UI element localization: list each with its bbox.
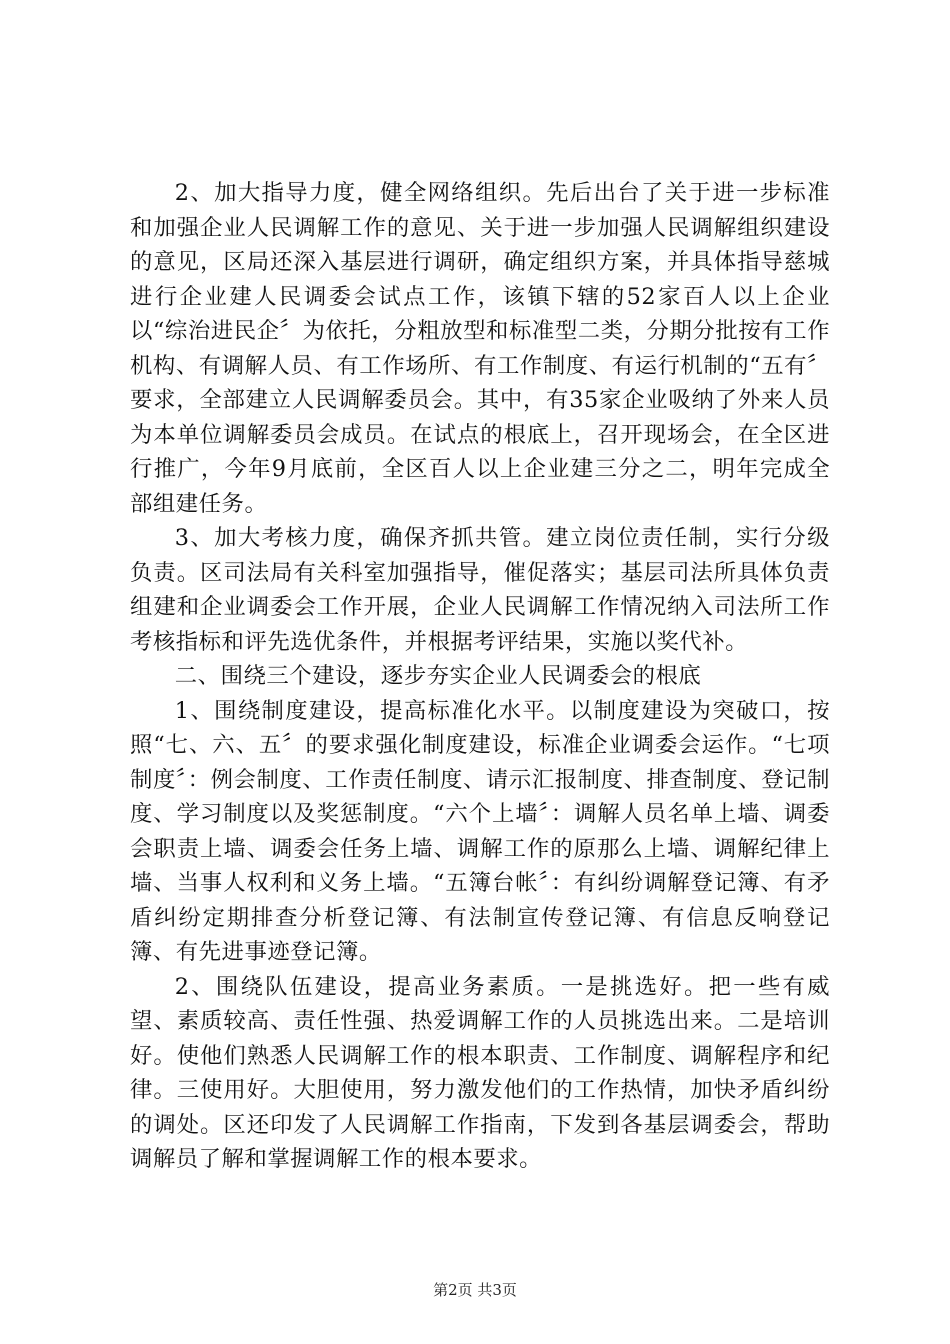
- paragraph-guidance: 2、加大指导力度，健全网络组织。先后出台了关于进一步标准和加强企业人民调解工作的意见、关于进一步加强人民调解组织建设的意见，区局还深入基层进行调研，确定组织方案，并具体指导慈城进行企业建人民调委会试点工作，该镇下辖的52家百人以上企业以“综治进民企〞为依托，分粗放型和标准型二类，分期分批按有工作机构、有调解人员、有工作场所、有工作制度、有运行机制的“五有〞要求，全部建立人民调解委员会。其中，有35家企业吸纳了外来人员为本单位调解委员会成员。在试点的根底上，召开现场会，在全区进行推广，今年9月底前，全区百人以上企业建三分之二，明年完成全部组建任务。: [130, 180, 830, 517]
- section-heading: 二、围绕三个建设，逐步夯实企业人民调委会的根底: [174, 663, 702, 689]
- paragraph-team-building: 2、围绕队伍建设，提高业务素质。一是挑选好。把一些有威望、素质较高、责任性强、热爱调解工作的人员挑选出来。二是培训好。使他们熟悉人民调解工作的根本职责、工作制度、调解程序和纪律。三使用好。大胆使用，努力激发他们的工作热情，加快矛盾纠纷的调处。区还印发了人民调解工作指南，下发到各基层调委会，帮助调解员了解和掌握调解工作的根本要求。: [130, 973, 830, 1172]
- document-body: [130, 176, 830, 1177]
- paragraph-assessment: 3、加大考核力度，确保齐抓共管。建立岗位责任制，实行分级负责。区司法局有关科室加强指导，催促落实；基层司法所具体负责组建和企业调委会工作开展，企业人民调解工作情况纳入司法所工作考核指标和评先选优条件，并根据考评结果，实施以奖代补。: [130, 525, 830, 655]
- page-footer: 第2页 共3页: [433, 1281, 517, 1299]
- paragraph-system-building: 1、围绕制度建设，提高标准化水平。以制度建设为突破口，按照“七、六、五〞的要求强化制度建设，标准企业调委会运作。“七项制度〞：例会制度、工作责任制度、请示汇报制度、排查制度、登记制度、学习制度以及奖惩制度。“六个上墙〞：调解人员名单上墙、调委会职责上墙、调委会任务上墙、调解工作的原那么上墙、调解纪律上墙、当事人权利和义务上墙。“五簿台帐〞：有纠纷调解登记簿、有矛盾纠纷定期排查分析登记簿、有法制宣传登记簿、有信息反响登记簿、有先进事迹登记簿。: [130, 697, 830, 965]
